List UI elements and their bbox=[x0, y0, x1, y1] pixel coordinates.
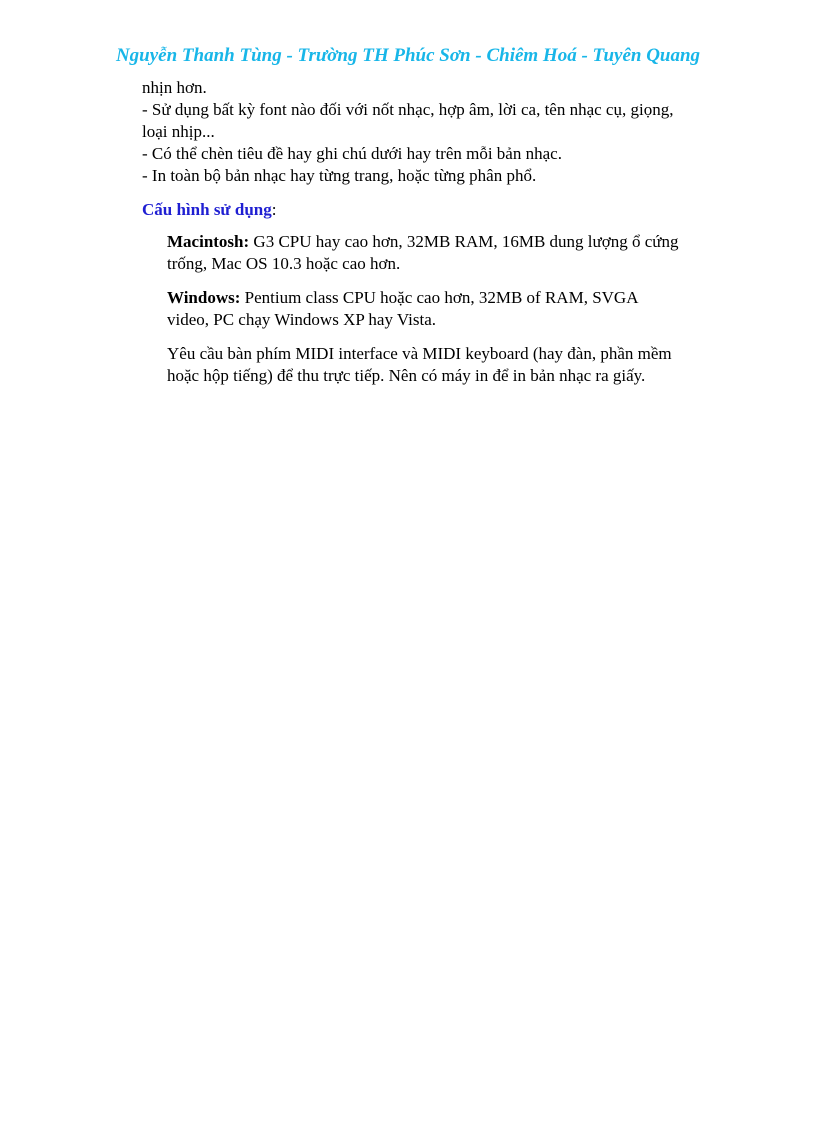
intro-line-5: - In toàn bộ bản nhạc hay từng trang, hoặc từng phân phổ. bbox=[142, 166, 537, 185]
macintosh-line-2: trống, Mac OS 10.3 hoặc cao hơn. bbox=[167, 254, 401, 273]
config-heading-colon: : bbox=[271, 200, 277, 219]
requirements-line-2: hoặc hộp tiếng) để thu trực tiếp. Nên có máy in để in bản nhạc ra giấy. bbox=[167, 366, 646, 385]
windows-line-1 bbox=[167, 287, 752, 309]
intro-line-4: - Có thể chèn tiêu đề hay ghi chú dưới hay trên mỗi bản nhạc. bbox=[142, 144, 562, 163]
macintosh-paragraph bbox=[167, 231, 752, 275]
intro-line-2: - Sử dụng bất kỳ font nào đối với nốt nhạc, hợp âm, lời ca, tên nhạc cụ, giọng, bbox=[142, 100, 674, 119]
config-details bbox=[167, 231, 752, 387]
page-header: Nguyễn Thanh Tùng - Trường TH Phúc Sơn - Chiêm Hoá - Tuyên Quang bbox=[115, 45, 701, 66]
intro-line-3: loại nhịp... bbox=[142, 122, 215, 141]
config-section-heading bbox=[142, 199, 752, 221]
requirements-paragraph bbox=[167, 343, 752, 387]
windows-label: Windows: bbox=[167, 288, 241, 307]
macintosh-line-1 bbox=[167, 231, 752, 253]
config-heading-text: Cấu hình sử dụng bbox=[142, 200, 272, 219]
macintosh-label: Macintosh: bbox=[167, 232, 250, 251]
macintosh-text-1: G3 CPU hay cao hơn, 32MB RAM, 16MB dung lượng ổ cứng bbox=[249, 232, 679, 251]
windows-paragraph bbox=[167, 287, 752, 331]
windows-line-2: video, PC chạy Windows XP hay Vista. bbox=[167, 310, 437, 329]
requirements-line-1: Yêu cầu bàn phím MIDI interface và MIDI keyboard (hay đàn, phần mềm bbox=[167, 344, 672, 363]
windows-text-1: Pentium class CPU hoặc cao hơn, 32MB of RAM, SVGA bbox=[240, 288, 639, 307]
intro-line-1: nhịn hơn. bbox=[142, 78, 207, 97]
document-body bbox=[142, 77, 752, 387]
